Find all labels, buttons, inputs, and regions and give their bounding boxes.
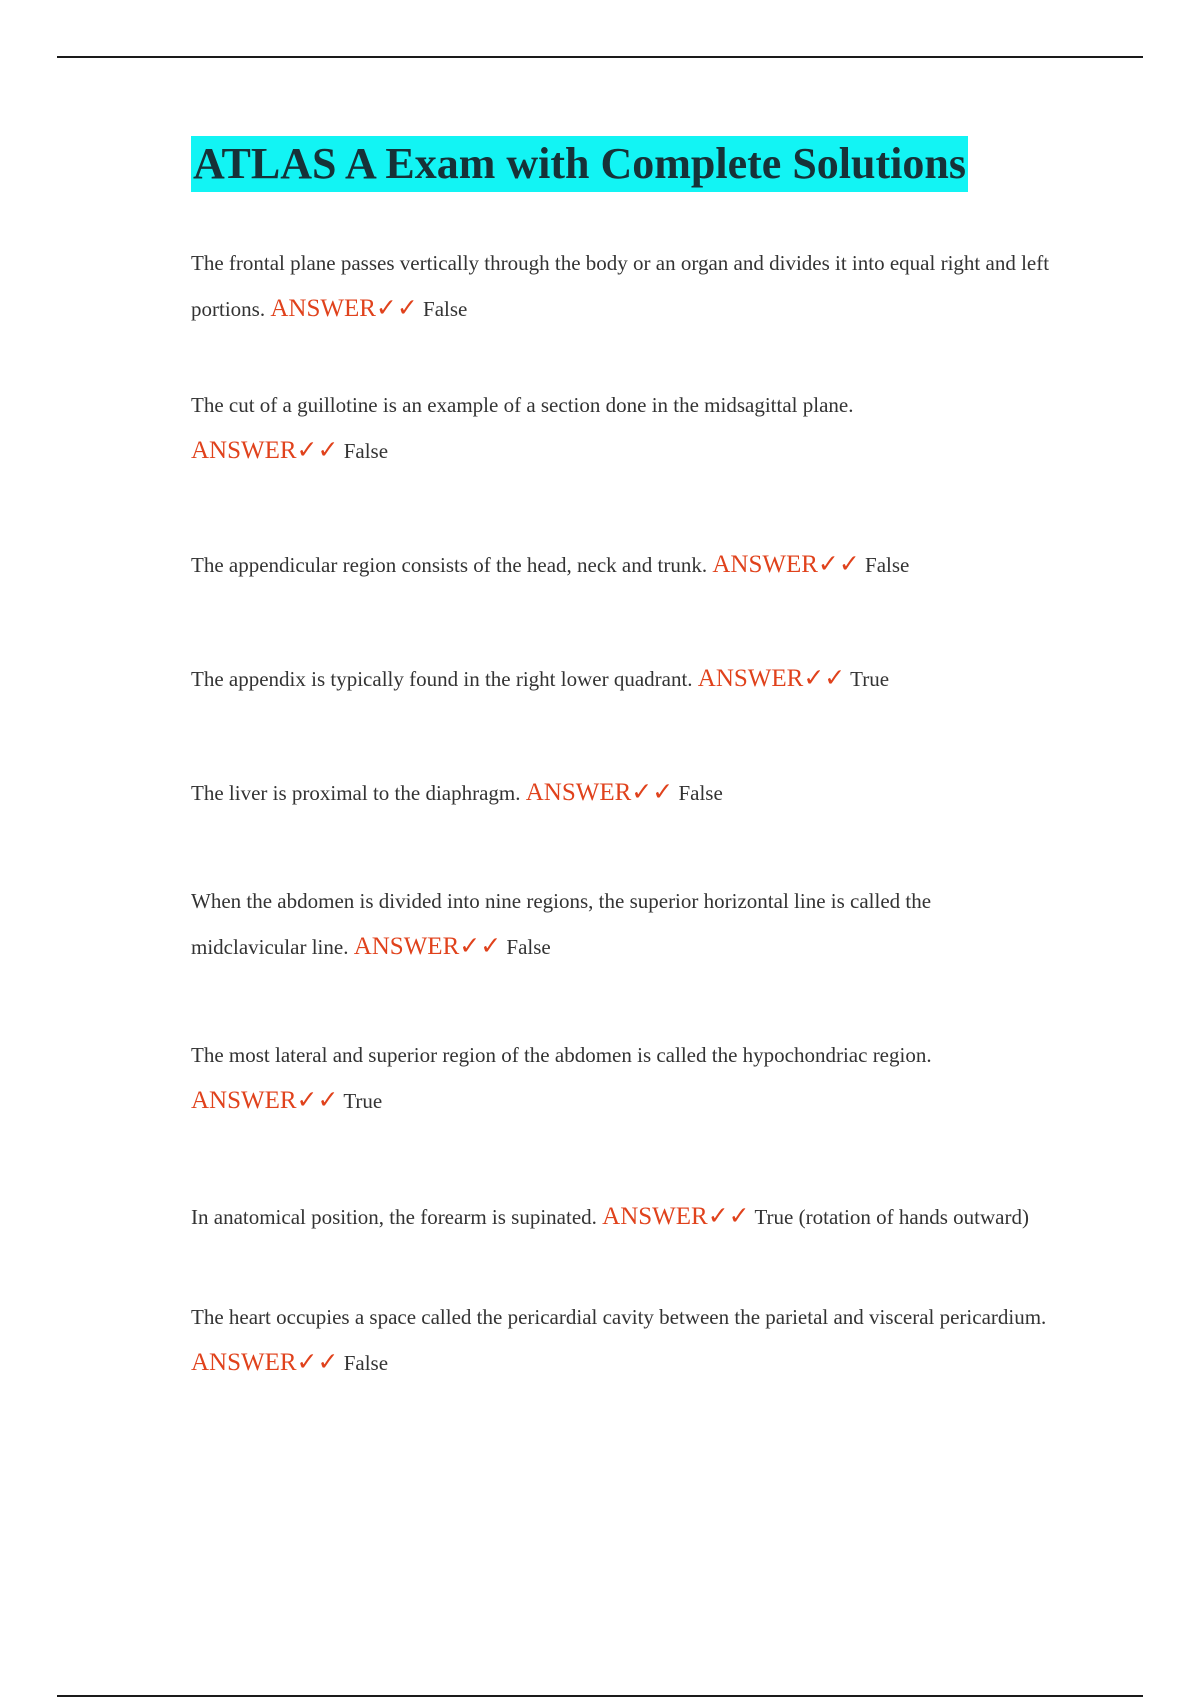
- question-text: The liver is proximal to the diaphragm.: [191, 781, 521, 805]
- answer-text: False: [343, 1351, 389, 1375]
- answer-text: False: [343, 439, 389, 463]
- answer-label: ANSWER✓✓: [525, 779, 674, 806]
- answer-text: False: [678, 781, 723, 805]
- question-text: The most lateral and superior region of the abdomen is called the hypochondriac region.: [191, 1043, 932, 1067]
- answer-label: ANSWER✓✓: [602, 1203, 750, 1230]
- question-text: The heart occupies a space called the pericardial cavity between the parietal and visceral pericardium.: [191, 1305, 1047, 1329]
- document-body: [191, 136, 1051, 1386]
- answer-text: True (rotation of hands outward): [754, 1205, 1029, 1229]
- answer-label: ANSWER✓✓: [270, 295, 418, 322]
- question-item: [191, 382, 1051, 474]
- question-item: [191, 656, 1051, 702]
- answer-label: ANSWER✓✓: [712, 551, 860, 578]
- question-text: The cut of a guillotine is an example of a section done in the midsagittal plane.: [191, 393, 854, 417]
- question-item: [191, 1294, 1051, 1386]
- question-text: The frontal plane passes vertically through the body or an organ and divides it into equal right and left portions.: [191, 251, 1050, 321]
- answer-label: ANSWER✓✓: [191, 1087, 339, 1114]
- answer-text: False: [506, 935, 551, 959]
- question-text: The appendix is typically found in the right lower quadrant.: [191, 667, 693, 691]
- question-list: [191, 240, 1051, 1386]
- top-rule: [57, 56, 1143, 58]
- answer-text: False: [865, 553, 910, 577]
- question-text: The appendicular region consists of the head, neck and trunk.: [191, 553, 708, 577]
- answer-label: ANSWER✓✓: [191, 437, 339, 464]
- question-text: In anatomical position, the forearm is supinated.: [191, 1205, 597, 1229]
- question-item: [191, 1032, 1051, 1124]
- document-title: ATLAS A Exam with Complete Solutions: [191, 136, 968, 192]
- answer-text: True: [343, 1089, 383, 1113]
- answer-text: True: [850, 667, 890, 691]
- answer-label: ANSWER✓✓: [697, 665, 846, 692]
- answer-label: ANSWER✓✓: [191, 1349, 339, 1376]
- question-item: [191, 240, 1051, 332]
- question-item: [191, 878, 1051, 970]
- answer-text: False: [423, 297, 468, 321]
- bottom-rule: [57, 1695, 1143, 1697]
- question-text: When the abdomen is divided into nine regions, the superior horizontal line is called the midclavicular line.: [191, 889, 932, 959]
- question-item: [191, 1194, 1051, 1240]
- answer-label: ANSWER✓✓: [353, 933, 502, 960]
- question-item: [191, 770, 1051, 816]
- question-item: [191, 542, 1051, 588]
